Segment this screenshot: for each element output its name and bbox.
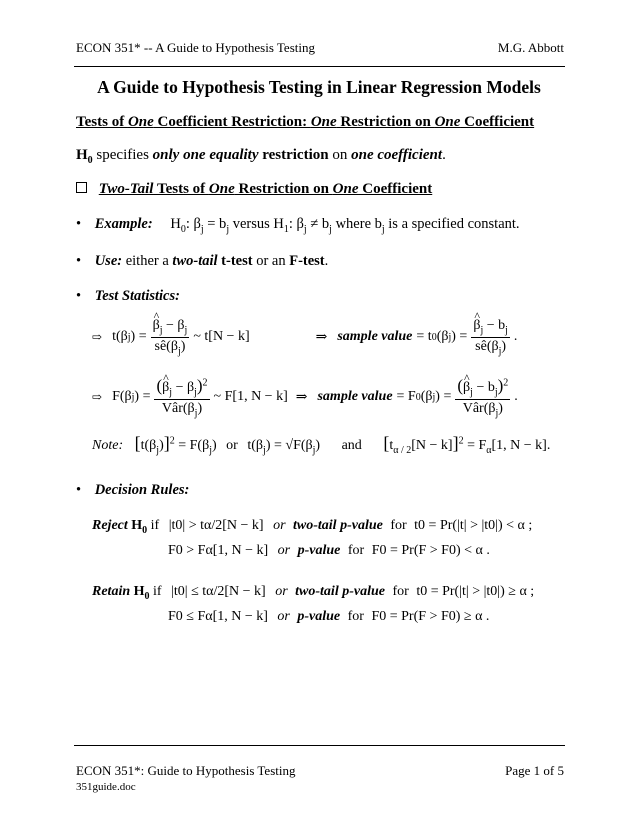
- reject-f-rule: F0 > Fα[1, N − k] or p-value for F0 = Pr(F > F0) < α .: [168, 543, 490, 558]
- page-title: A Guide to Hypothesis Testing in Linear Regression Models: [97, 77, 541, 97]
- header-right: M.G. Abbott: [497, 40, 564, 55]
- footer-right: Page 1 of 5: [505, 763, 564, 778]
- note-line: Note: $[t(\beta_j)]^2 = F(\beta_j)$ or $t(\beta_j) = √F(\beta_j)$ and $[t_{\alpha / 2}[N - k]]^2 = F_\alpha[1$, N − k].: [92, 433, 551, 456]
- bullet-icon: •: [76, 288, 82, 304]
- arrow-icon: ⇨: [92, 329, 103, 344]
- retain-f-rule: F0 ≤ Fα[1, N − k] or p-value for F0 = Pr(F > F0) ≥ α .: [168, 609, 490, 624]
- footer-rule: [74, 745, 565, 746]
- footer-filename: 351guide.doc: [76, 781, 136, 793]
- test-stats-label: • Test Statistics:: [76, 288, 180, 304]
- arrow-icon: ⇨: [92, 389, 103, 404]
- section-heading: Tests of One Coefficient Restriction: One Restriction on One Coefficient: [76, 114, 535, 130]
- h0-description: $H_0$ specifies only one equality restriction on one coefficient.: [76, 147, 446, 166]
- header-left: ECON 351* -- A Guide to Hypothesis Testing: [76, 40, 315, 55]
- bullet-icon: •: [76, 482, 82, 498]
- reject-t-rule: Reject $H_0$ if |t0| > tα/2[N − k] or two-tail p-value for t0 = Pr(|t| > |t0|) < α ;: [92, 518, 533, 536]
- subheading: Two-Tail Tests of One Restriction on One Coefficient: [76, 181, 432, 198]
- example-line: • Example: $H_0$: $\beta_j = b_j$ versus $H_1$: $\beta_j \ne b_j$ where $b_j$ is a specified constant.: [76, 216, 520, 235]
- bullet-icon: •: [76, 253, 82, 269]
- t-statistic-formula: ⇨ t(β j ) = ^ $\frac{\beta_j - \beta_j}{sê(\beta_j)}$ ~ t[N − k] ⇒ sample value = t 0 (β j ) = ^ $\frac{\beta_j - b_j}{sê(\beta_j)}$ .: [92, 318, 517, 357]
- retain-t-rule: Retain $H_0$ if |t0| ≤ tα/2[N − k] or two-tail p-value for t0 = Pr(|t| > |t0|) ≥ α ;: [92, 584, 535, 602]
- bullet-icon: •: [76, 216, 82, 232]
- checkbox-icon: [76, 182, 87, 193]
- header-rule: [74, 66, 565, 67]
- footer-left: ECON 351*: Guide to Hypothesis Testing: [76, 763, 296, 778]
- decision-rules-label: • Decision Rules:: [76, 482, 190, 498]
- f-statistic-formula: ⇨ F(β j ) = $\frac{(\^{} \beta_j - \beta_j)^2}{Vâr(\beta_j)}$ ~ F[1, N − k] ⇒ sample value = F 0 (β j ) = $\frac{(\^{} \beta_j - b_j)^2}{Vâr(\beta_j)}$ .: [92, 376, 518, 419]
- use-line: • Use: either a two-tail t-test or an F-test.: [76, 253, 329, 269]
